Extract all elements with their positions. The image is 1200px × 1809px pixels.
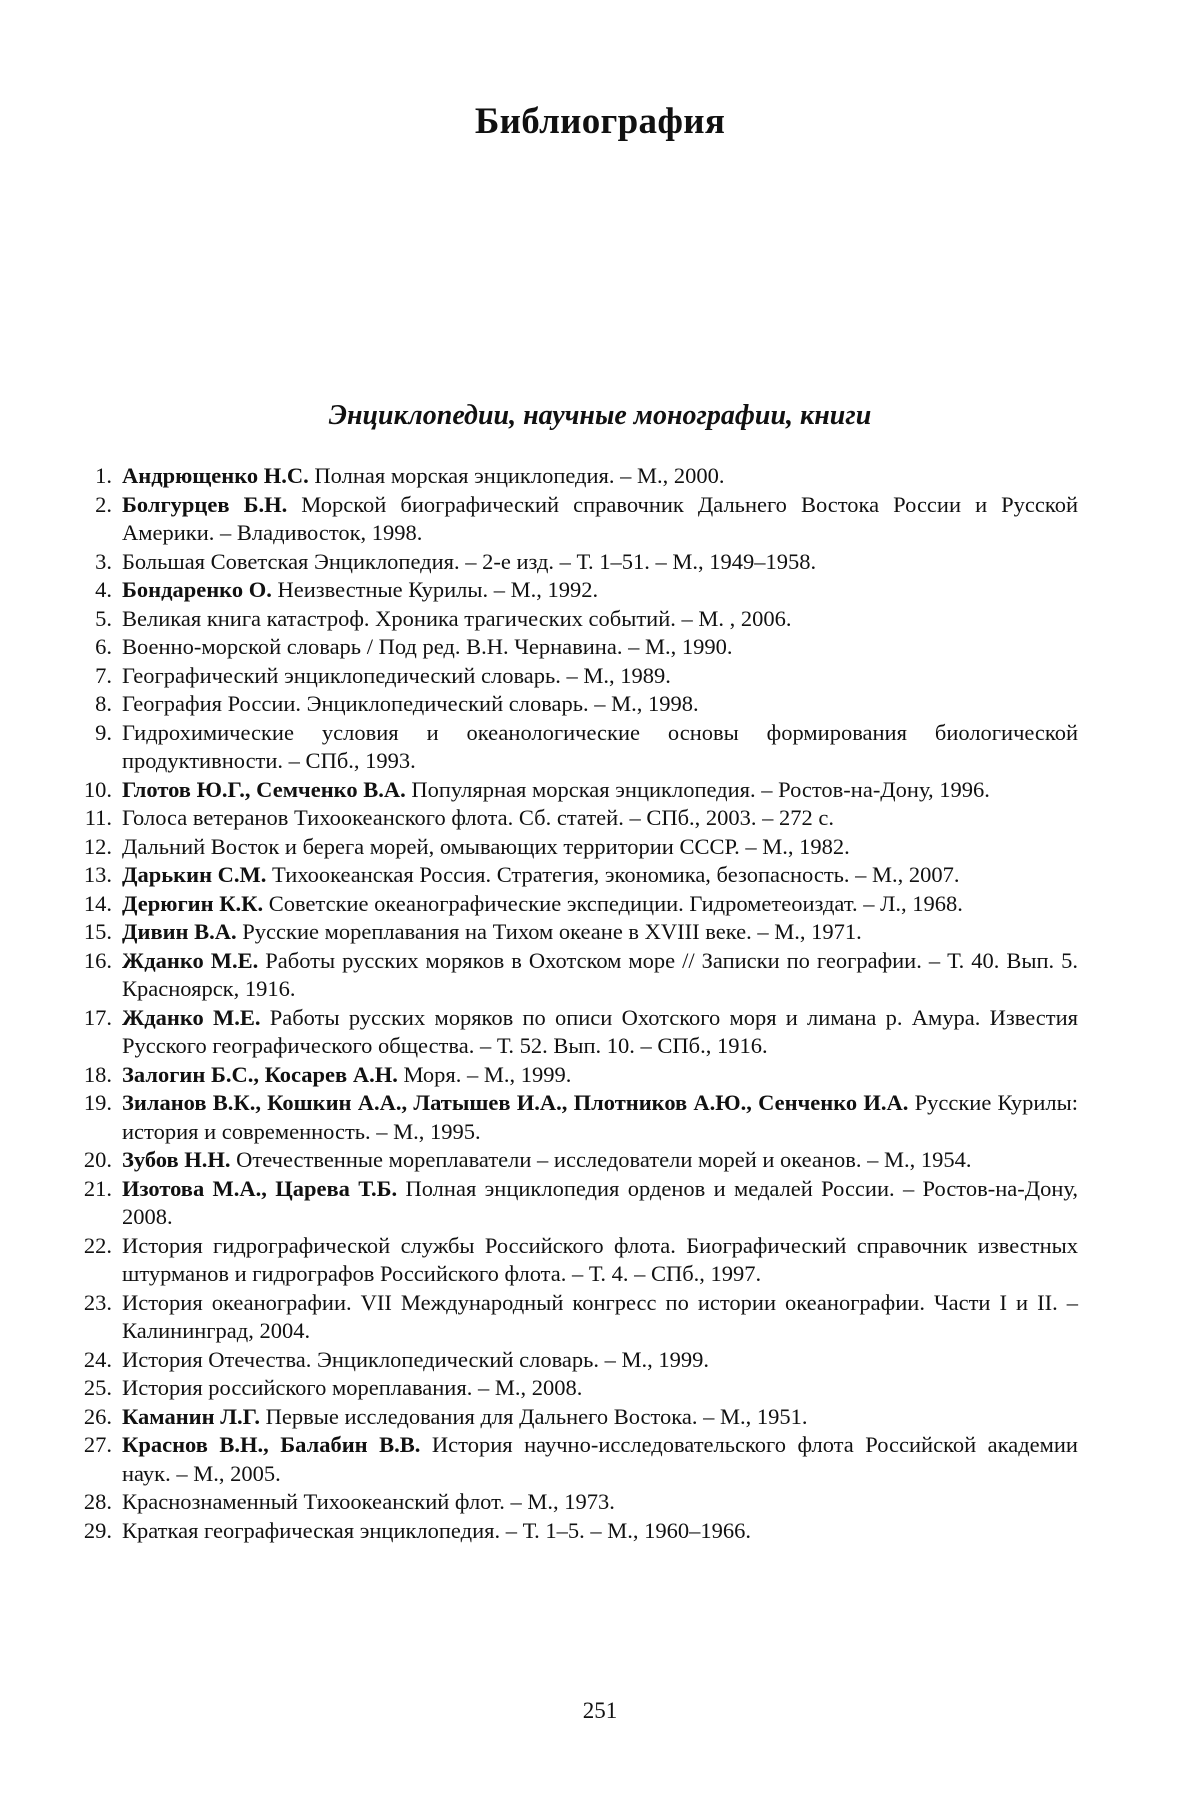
bibliography-entry [78, 1374, 1078, 1403]
entry-description: Советские океанографические экспедиции. Гидрометеоиздат. – Л., 1968. [263, 890, 963, 916]
section-heading: Энциклопедии, научные монографии, книги [328, 400, 872, 431]
bibliography-entry [78, 491, 1078, 548]
bibliography-entry [78, 1004, 1078, 1061]
entry-description: История российского мореплавания. – М., 2008. [122, 1375, 583, 1400]
bibliography-entry [78, 1488, 1078, 1517]
entry-description: Неизвестные Курилы. – М., 1992. [271, 577, 599, 602]
entry-text [122, 1146, 1078, 1175]
entry-text [122, 1403, 1078, 1432]
entry-number: 19. [83, 1090, 112, 1115]
entry-text [122, 1232, 1078, 1289]
entry-authors: Зиланов В.К., Кошкин А.А., Латышев И.А., Плотников А.Ю., Сенченко И.А. [122, 1090, 909, 1115]
bibliography-entry [78, 633, 1078, 662]
bibliography-list [78, 462, 1078, 1545]
entry-text [122, 1061, 1078, 1090]
entry-number: 17. [83, 1004, 112, 1030]
entry-number: 15. [83, 919, 112, 944]
entry-text [122, 918, 1078, 947]
entry-description: Полная морская энциклопедия. – М., 2000. [308, 463, 725, 488]
bibliography-entry [78, 861, 1078, 890]
entry-text [122, 804, 1078, 833]
entry-text [122, 576, 1078, 605]
entry-description: Дальний Восток и берега морей, омывающих территории СССР. – М., 1982. [122, 833, 850, 859]
bibliography-entry [78, 1431, 1078, 1488]
entry-description: Гидрохимические условия и океанологические основы формирования биологической продуктивности. – СПб., 1993. [122, 719, 1078, 773]
entry-text [122, 719, 1078, 776]
bibliography-entry [78, 1403, 1078, 1432]
bibliography-entry [78, 1346, 1078, 1375]
entry-text [122, 776, 1078, 805]
entry-description: Краткая географическая энциклопедия. – Т. 1–5. – М., 1960–1966. [122, 1517, 751, 1543]
entry-text [122, 548, 1078, 577]
entry-authors: Изотова М.А., Царева Т.Б. [122, 1175, 398, 1201]
entry-authors: Дерюгин К.К. [122, 890, 264, 916]
entry-number: 5. [95, 605, 112, 631]
entry-text [122, 1004, 1078, 1061]
bibliography-entry [78, 833, 1078, 862]
entry-number: 26. [83, 1403, 112, 1429]
entry-number: 22. [83, 1232, 112, 1258]
entry-authors: Залогин Б.С., Косарев А.Н. [122, 1061, 398, 1087]
entry-text [122, 462, 1078, 491]
entry-description: Морской биографический справочник Дальнего Востока России и Русской Америки. – Владивосток, 1998. [122, 491, 1078, 545]
bibliography-entry [78, 890, 1078, 919]
bibliography-entry [78, 690, 1078, 719]
entry-number: 7. [95, 662, 112, 688]
bibliography-entry [78, 605, 1078, 634]
entry-number: 4. [95, 577, 112, 602]
bibliography-entry [78, 1175, 1078, 1232]
entry-description: Работы русских моряков по описи Охотского моря и лимана р. Амура. Известия Русского географического общества. – Т. 52. Вып. 10. – СПб., 1916. [122, 1004, 1078, 1058]
entry-description: Полная энциклопедия орденов и медалей России. – Ростов-на-Дону, 2008. [122, 1175, 1078, 1229]
entry-text [122, 890, 1078, 919]
bibliography-entry [78, 719, 1078, 776]
entry-description: История гидрографической службы Российского флота. Биографический справочник известных штурманов и гидрографов Российского флота. – Т. 4. – СПб., 1997. [122, 1232, 1078, 1286]
entry-description: Русские мореплавания на Тихом океане в XVIII веке. – М., 1971. [236, 919, 862, 944]
entry-number: 13. [83, 862, 112, 887]
entry-description: Великая книга катастроф. Хроника трагических событий. – М. , 2006. [122, 605, 792, 631]
entry-number: 20. [83, 1147, 112, 1172]
entry-text [122, 491, 1078, 548]
entry-number: 9. [95, 719, 112, 745]
entry-description: Тихоокеанская Россия. Стратегия, экономика, безопасность. – М., 2007. [266, 862, 960, 887]
entry-description: Большая Советская Энциклопедия. – 2-е изд. – Т. 1–51. – М., 1949–1958. [122, 548, 817, 574]
entry-number: 2. [95, 491, 112, 517]
bibliography-entry [78, 947, 1078, 1004]
entry-description: Работы русских моряков в Охотском море // Записки по географии. – Т. 40. Вып. 5. Красноярск, 1916. [122, 947, 1078, 1001]
entry-authors: Дивин В.А. [122, 919, 237, 944]
page-number: 251 [582, 1698, 618, 1723]
entry-number: 11. [84, 805, 112, 830]
bibliography-entry [78, 1089, 1078, 1146]
entry-text [122, 605, 1078, 634]
bibliography-entry [78, 1146, 1078, 1175]
bibliography-entry [78, 576, 1078, 605]
page-title: Библиография [474, 101, 726, 142]
entry-number: 12. [83, 833, 112, 859]
entry-number: 1. [95, 463, 112, 488]
bibliography-entry [78, 662, 1078, 691]
entry-description: Популярная морская энциклопедия. – Ростов-на-Дону, 1996. [405, 776, 990, 802]
entry-description: Географический энциклопедический словарь. – М., 1989. [122, 662, 671, 688]
entry-description: Военно-морской словарь / Под ред. В.Н. Чернавина. – М., 1990. [122, 634, 733, 659]
bibliography-entry [78, 548, 1078, 577]
entry-text [122, 1431, 1078, 1488]
entry-text [122, 833, 1078, 862]
entry-number: 25. [83, 1375, 112, 1400]
entry-description: Моря. – М., 1999. [397, 1061, 572, 1087]
entry-description: Русские Курилы: история и современность. – М., 1995. [122, 1090, 1078, 1144]
entry-description: История Отечества. Энциклопедический словарь. – М., 1999. [122, 1346, 710, 1372]
entry-description: Краснознаменный Тихоокеанский флот. – М., 1973. [122, 1489, 615, 1514]
entry-text [122, 1346, 1078, 1375]
bibliography-entry [78, 462, 1078, 491]
entry-authors: Дарькин С.М. [122, 862, 267, 887]
bibliography-entry [78, 1289, 1078, 1346]
bibliography-entry [78, 1517, 1078, 1546]
entry-authors: Бондаренко О. [122, 577, 272, 602]
entry-number: 21. [83, 1175, 112, 1201]
bibliography-entry [78, 1061, 1078, 1090]
entry-authors: Краснов В.Н., Балабин В.В. [122, 1432, 421, 1457]
entry-description: Отечественные мореплаватели – исследователи морей и океанов. – М., 1954. [230, 1147, 972, 1172]
entry-authors: Каманин Л.Г. [122, 1403, 260, 1429]
bibliography-entry [78, 776, 1078, 805]
entry-text [122, 1289, 1078, 1346]
entry-number: 29. [83, 1517, 112, 1543]
entry-authors: Зубов Н.Н. [122, 1147, 231, 1172]
entry-text [122, 861, 1078, 890]
entry-number: 16. [83, 947, 112, 973]
entry-text [122, 633, 1078, 662]
entry-description: Голоса ветеранов Тихоокеанского флота. Сб. статей. – СПб., 2003. – 272 с. [122, 805, 835, 830]
entry-description: География России. Энциклопедический словарь. – М., 1998. [122, 691, 699, 716]
bibliography-entry [78, 804, 1078, 833]
entry-number: 18. [83, 1061, 112, 1087]
entry-text [122, 662, 1078, 691]
entry-text [122, 1374, 1078, 1403]
entry-number: 10. [83, 776, 112, 802]
entry-description: История научно-исследовательского флота Российской академии наук. – М., 2005. [122, 1432, 1078, 1486]
entry-number: 14. [83, 890, 112, 916]
entry-text [122, 1175, 1078, 1232]
entry-number: 27. [83, 1432, 112, 1457]
entry-text [122, 1488, 1078, 1517]
entry-number: 28. [83, 1489, 112, 1514]
entry-text [122, 1089, 1078, 1146]
bibliography-entry [78, 1232, 1078, 1289]
entry-authors: Болгурцев Б.Н. [122, 491, 288, 517]
entry-text [122, 1517, 1078, 1546]
entry-authors: Андрющенко Н.С. [122, 463, 309, 488]
entry-number: 6. [95, 634, 112, 659]
entry-authors: Жданко М.Е. [122, 1004, 261, 1030]
entry-number: 23. [83, 1289, 112, 1315]
entry-number: 3. [95, 548, 112, 574]
entry-number: 24. [83, 1346, 112, 1372]
entry-text [122, 690, 1078, 719]
entry-authors: Жданко М.Е. [122, 947, 259, 973]
entry-description: История океанографии. VII Международный конгресс по истории океанографии. Части I и II. – Калининград, 2004. [122, 1289, 1078, 1343]
entry-text [122, 947, 1078, 1004]
bibliography-entry [78, 918, 1078, 947]
entry-description: Первые исследования для Дальнего Востока. – М., 1951. [260, 1403, 808, 1429]
entry-number: 8. [95, 691, 112, 716]
entry-authors: Глотов Ю.Г., Семченко В.А. [122, 776, 406, 802]
